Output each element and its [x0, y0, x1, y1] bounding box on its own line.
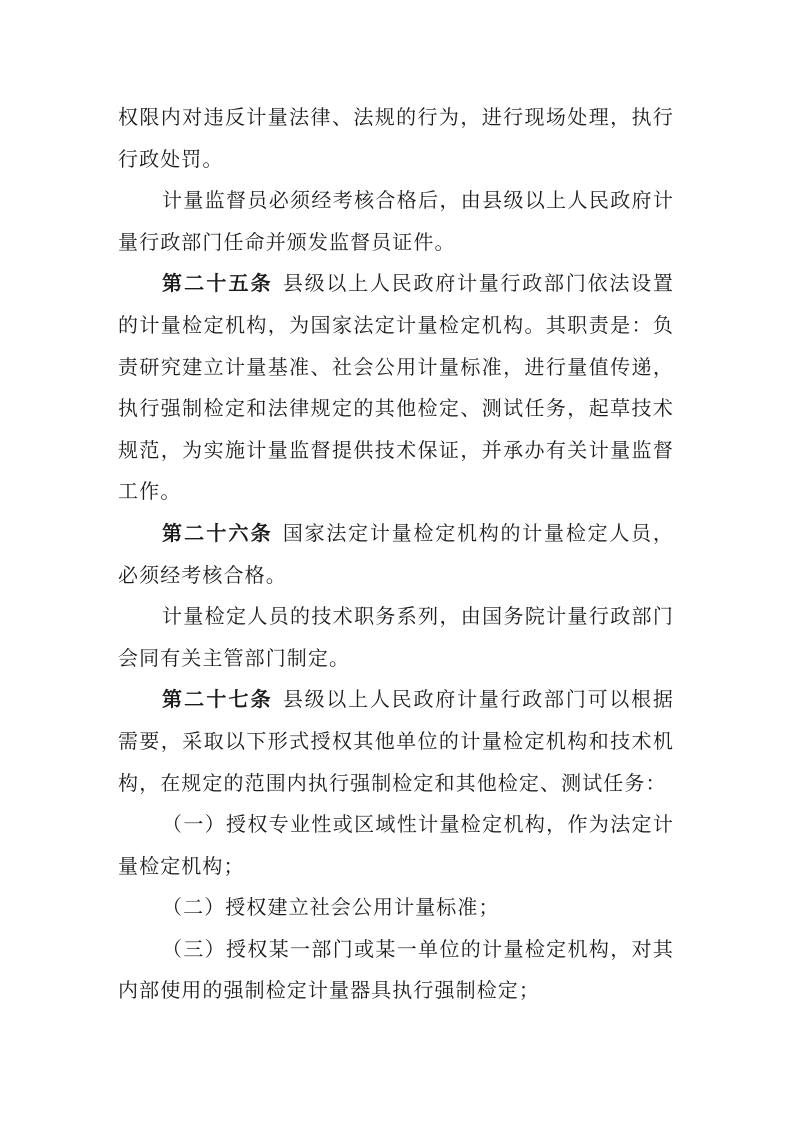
paragraph-text: 计量监督员必须经考核合格后，由县级以上人民政府计量行政部门任命并颁发监督员证件。 — [118, 188, 674, 254]
paragraph-text: 计量检定人员的技术职务系列，由国务院计量行政部门会同有关主管部门制定。 — [118, 604, 674, 670]
article-number: 第二十六条 — [162, 520, 273, 545]
list-item-1 — [118, 804, 674, 887]
paragraph-text: 权限内对违反计量法律、法规的行为，进行现场处理，执行行政处罚。 — [118, 105, 674, 171]
paragraph-5 — [118, 596, 674, 679]
paragraph-text: 县级以上人民政府计量行政部门可以根据需要，采取以下形式授权其他单位的计量检定机构和技术机构，在规定的范围内执行强制检定和其他检定、测试任务： — [118, 687, 674, 795]
paragraph-text: （三）授权某一部门或某一单位的计量检定机构，对其内部使用的强制检定计量器具执行强制检定； — [118, 936, 674, 1003]
paragraph-article-26 — [118, 513, 674, 596]
paragraph-article-25 — [118, 263, 674, 513]
paragraph-text: 国家法定计量检定机构的计量检定人员，必须经考核合格。 — [118, 520, 674, 587]
paragraph-article-27 — [118, 679, 674, 804]
list-item-2 — [118, 887, 674, 929]
document-page — [118, 97, 674, 1012]
paragraph-text: （一）授权专业性或区域性计量检定机构，作为法定计量检定机构； — [118, 812, 674, 878]
article-number: 第二十七条 — [162, 687, 273, 712]
article-number: 第二十五条 — [162, 271, 273, 296]
paragraph-text: 县级以上人民政府计量行政部门依法设置的计量检定机构，为国家法定计量检定机构。其职责是：负责研究建立计量基准、社会公用计量标准，进行量值传递，执行强制检定和法律规定的其他检定、测试任务，起草技术规范，为实施计量监督提供技术保证，并承办有关计量监督工作。 — [118, 271, 674, 504]
paragraph-1 — [118, 97, 674, 180]
paragraph-text: （二）授权建立社会公用计量标准； — [162, 895, 500, 920]
paragraph-2 — [118, 180, 674, 263]
list-item-3 — [118, 929, 674, 1012]
